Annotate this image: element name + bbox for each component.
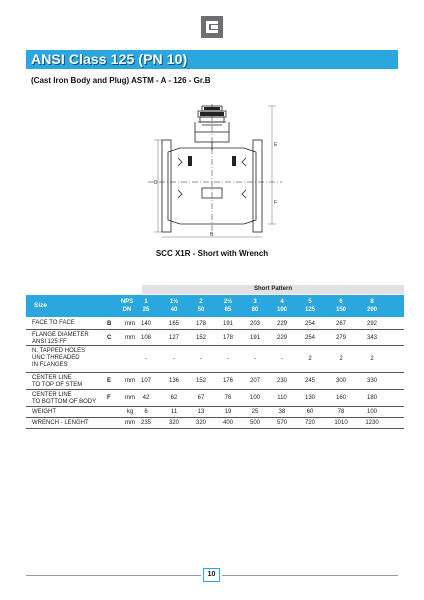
row-label: FACE TO FACE	[32, 320, 75, 326]
table-cell: 720	[304, 420, 315, 426]
row-unit: mm	[125, 335, 135, 341]
valve-drawing	[140, 104, 290, 240]
table-cell: 6	[144, 409, 148, 415]
table-cell: 100	[366, 409, 377, 415]
dn-value: 25	[142, 307, 150, 313]
table-cell: 78	[337, 409, 345, 415]
table-row	[26, 374, 404, 390]
row-label: FLANGE DIAMETER ANSI 125 FF	[32, 332, 89, 345]
table-cell: 400	[222, 420, 233, 426]
row-unit: kg	[126, 409, 134, 415]
title-banner	[26, 50, 398, 69]
table-cell: 176	[222, 378, 233, 384]
table-cell: 127	[168, 335, 179, 341]
table-cell: 1230	[365, 420, 379, 426]
table-cell: 2	[339, 356, 343, 362]
table-row	[26, 419, 404, 429]
dn-value: 150	[335, 307, 346, 313]
size-column-header	[131, 298, 161, 314]
footer-rule-right	[222, 575, 398, 576]
table-cell: 136	[168, 378, 179, 384]
table-cell: -	[145, 356, 147, 362]
table-row	[26, 319, 404, 330]
pattern-header-label: Short Pattern	[253, 286, 292, 292]
dim-label-b: B	[210, 232, 214, 238]
table-cell: 100	[249, 395, 260, 401]
row-label: CENTER LINE TO TOP OF STEM	[32, 375, 83, 388]
table-cell: -	[227, 356, 229, 362]
dn-value: 200	[366, 307, 377, 313]
table-cell: 191	[249, 335, 260, 341]
table-cell: 570	[276, 420, 287, 426]
nps-value: 4	[280, 299, 284, 305]
row-dimension-letter: E	[107, 378, 112, 384]
table-cell: 178	[195, 321, 206, 327]
table-cell: 152	[195, 335, 206, 341]
table-cell: 320	[168, 420, 179, 426]
size-column-header	[357, 298, 387, 314]
dim-label-d: D	[154, 180, 158, 186]
table-row	[26, 408, 404, 418]
table-cell: 140	[140, 321, 151, 327]
table-cell: 500	[249, 420, 260, 426]
dn-value: 125	[304, 307, 315, 313]
table-cell: 67	[197, 395, 205, 401]
nps-label: NPS	[120, 299, 134, 305]
table-cell: 235	[140, 420, 151, 426]
table-cell: 60	[306, 409, 314, 415]
table-cell: 160	[335, 395, 346, 401]
pattern-header	[142, 285, 404, 294]
nps-value: 2½	[223, 299, 233, 305]
table-cell: 254	[304, 335, 315, 341]
table-cell: 191	[222, 321, 233, 327]
row-dimension-letter: F	[107, 395, 111, 401]
dn-value: 40	[170, 307, 178, 313]
size-column-header	[186, 298, 216, 314]
table-cell: 292	[366, 321, 377, 327]
nps-value: 1½	[169, 299, 179, 305]
nps-value: 6	[339, 299, 343, 305]
table-cell: 300	[335, 378, 346, 384]
table-cell: 110	[277, 395, 287, 401]
table-cell: 25	[251, 409, 259, 415]
row-label: WRENCH - LENGHT	[32, 420, 89, 426]
table-cell: 230	[276, 378, 287, 384]
size-column-header	[240, 298, 270, 314]
table-cell: 13	[197, 409, 205, 415]
table-cell: 207	[249, 378, 260, 384]
nps-value: 2	[199, 299, 203, 305]
table-cell: 108	[140, 335, 151, 341]
dn-value: 100	[276, 307, 287, 313]
size-column-header	[267, 298, 297, 314]
row-unit: mm	[125, 378, 135, 384]
table-cell: 130	[304, 395, 315, 401]
table-cell: 254	[304, 321, 315, 327]
table-cell: 229	[276, 321, 287, 327]
nps-value: 5	[308, 299, 312, 305]
page-number: 10	[203, 568, 220, 582]
page-subtitle: (Cast Iron Body and Plug) ASTM - A - 126 - Gr.B	[31, 76, 211, 85]
row-label: WEIGHT	[32, 409, 56, 415]
table-cell: 203	[249, 321, 260, 327]
figure-caption: SCC X1R - Short with Wrench	[155, 249, 269, 258]
table-row	[26, 391, 404, 407]
footer-rule-left	[26, 575, 201, 576]
nps-value: 1	[144, 299, 148, 305]
row-unit: mm	[125, 395, 135, 401]
table-cell: 229	[276, 335, 287, 341]
table-cell: -	[281, 356, 283, 362]
size-column-header	[295, 298, 325, 314]
table-cell: 42	[142, 395, 150, 401]
table-cell: 107	[140, 378, 151, 384]
dn-label: DN	[122, 307, 132, 313]
table-cell: 1010	[334, 420, 348, 426]
table-cell: 279	[335, 335, 346, 341]
table-cell: 2	[308, 356, 312, 362]
size-column-header	[326, 298, 356, 314]
size-label: Size	[34, 302, 48, 309]
table-cell: 11	[170, 409, 178, 415]
table-cell: -	[200, 356, 202, 362]
page-title: ANSI Class 125 (PN 10)	[31, 51, 188, 67]
table-cell: 330	[366, 378, 377, 384]
dn-value: 65	[224, 307, 232, 313]
table-cell: 76	[224, 395, 232, 401]
row-dimension-letter: C	[107, 335, 112, 341]
table-cell: 320	[195, 420, 206, 426]
table-row	[26, 331, 404, 346]
table-cell: 165	[168, 321, 179, 327]
dim-label-e: E	[274, 142, 278, 148]
row-unit: mm	[125, 321, 135, 327]
size-column-header	[159, 298, 189, 314]
table-cell: 38	[278, 409, 286, 415]
table-cell: 2	[370, 356, 374, 362]
table-cell: -	[173, 356, 175, 362]
table-cell: 267	[335, 321, 346, 327]
table-cell: 19	[224, 409, 232, 415]
dn-value: 80	[251, 307, 259, 313]
nps-value: 8	[370, 299, 374, 305]
table-header	[26, 295, 404, 317]
size-column-header	[213, 298, 243, 314]
table-cell: 245	[304, 378, 315, 384]
table-cell: -	[254, 356, 256, 362]
table-cell: 343	[366, 335, 377, 341]
table-cell: 180	[366, 395, 377, 401]
row-dimension-letter: B	[107, 321, 112, 327]
company-logo	[201, 16, 223, 38]
nps-value: 3	[253, 299, 257, 305]
table-row	[26, 347, 404, 373]
dim-label-f: F	[274, 200, 278, 206]
row-label: CENTER LINE TO BOTTOM OF BODY	[32, 392, 97, 405]
row-unit: mm	[125, 420, 135, 426]
table-cell: 178	[222, 335, 233, 341]
table-cell: 62	[170, 395, 178, 401]
dn-value: 50	[197, 307, 205, 313]
row-label: N. TAPPED HOLES UNC THREADED IN FLANGES	[32, 348, 86, 368]
table-cell: 152	[195, 378, 206, 384]
